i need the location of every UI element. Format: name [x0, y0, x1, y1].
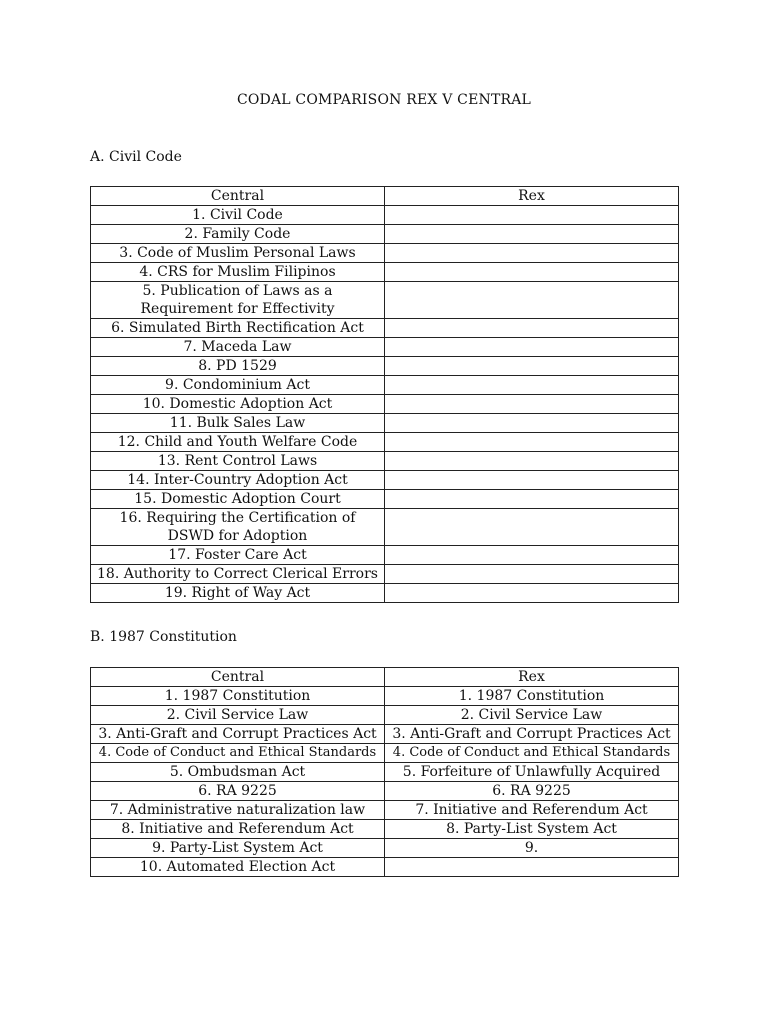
table-row [91, 338, 679, 357]
column-header-rex: Rex [385, 668, 679, 687]
rex-cell: 4. Code of Conduct and Ethical Standards [385, 744, 679, 763]
central-cell: 8. PD 1529 [91, 357, 385, 376]
central-cell: 10. Automated Election Act [91, 858, 385, 877]
central-cell: 7. Administrative naturalization law [91, 801, 385, 820]
table-row [91, 490, 679, 509]
central-cell: 18. Authority to Correct Clerical Errors [91, 565, 385, 584]
central-cell: 9. Party-List System Act [91, 839, 385, 858]
central-cell: 9. Condominium Act [91, 376, 385, 395]
rex-cell [385, 433, 679, 452]
rex-cell [385, 282, 679, 319]
rex-cell [385, 471, 679, 490]
rex-cell: 9. [385, 839, 679, 858]
central-cell: 5. Ombudsman Act [91, 763, 385, 782]
central-cell: 14. Inter-Country Adoption Act [91, 471, 385, 490]
column-header-central: Central [91, 187, 385, 206]
civil-code-comparison-table [90, 186, 679, 603]
table-row [91, 244, 679, 263]
rex-cell: 7. Initiative and Referendum Act [385, 801, 679, 820]
central-cell: 8. Initiative and Referendum Act [91, 820, 385, 839]
table-row [91, 319, 679, 338]
table-row [91, 282, 679, 319]
central-cell: 16. Requiring the Certification of DSWD for Adoption [91, 509, 385, 546]
rex-cell: 3. Anti-Graft and Corrupt Practices Act [385, 725, 679, 744]
table-row [91, 395, 679, 414]
central-cell: 7. Maceda Law [91, 338, 385, 357]
central-cell: 4. Code of Conduct and Ethical Standards [91, 744, 385, 763]
central-cell: 19. Right of Way Act [91, 584, 385, 603]
table-row [91, 782, 679, 801]
rex-cell [385, 565, 679, 584]
rex-cell: 5. Forfeiture of Unlawfully Acquired [385, 763, 679, 782]
table-row [91, 546, 679, 565]
table-row [91, 744, 679, 763]
table-row [91, 357, 679, 376]
central-cell: 13. Rent Control Laws [91, 452, 385, 471]
rex-cell: 2. Civil Service Law [385, 706, 679, 725]
central-cell: 17. Foster Care Act [91, 546, 385, 565]
central-cell: 10. Domestic Adoption Act [91, 395, 385, 414]
central-cell: 1. 1987 Constitution [91, 687, 385, 706]
table-header-row [91, 187, 679, 206]
table-row [91, 471, 679, 490]
section-b-heading: B. 1987 Constitution [90, 629, 237, 645]
table-row [91, 687, 679, 706]
rex-cell [385, 490, 679, 509]
rex-cell [385, 319, 679, 338]
rex-cell [385, 395, 679, 414]
rex-cell [385, 206, 679, 225]
central-cell: 3. Code of Muslim Personal Laws [91, 244, 385, 263]
table-row [91, 376, 679, 395]
rex-cell [385, 357, 679, 376]
rex-cell [385, 546, 679, 565]
table-header-row [91, 668, 679, 687]
central-cell: 12. Child and Youth Welfare Code [91, 433, 385, 452]
table-row [91, 433, 679, 452]
table-row [91, 206, 679, 225]
rex-cell [385, 414, 679, 433]
central-cell: 2. Family Code [91, 225, 385, 244]
rex-cell [385, 244, 679, 263]
table-row [91, 565, 679, 584]
table-row [91, 414, 679, 433]
rex-cell: 6. RA 9225 [385, 782, 679, 801]
table-row [91, 820, 679, 839]
central-cell: 5. Publication of Laws as a Requirement for Effectivity [91, 282, 385, 319]
table-row [91, 725, 679, 744]
rex-cell [385, 584, 679, 603]
rex-cell [385, 225, 679, 244]
central-cell: 4. CRS for Muslim Filipinos [91, 263, 385, 282]
central-cell: 3. Anti-Graft and Corrupt Practices Act [91, 725, 385, 744]
table-row [91, 801, 679, 820]
table-row [91, 839, 679, 858]
rex-cell [385, 509, 679, 546]
central-cell: 6. Simulated Birth Rectification Act [91, 319, 385, 338]
central-cell: 6. RA 9225 [91, 782, 385, 801]
document-title: CODAL COMPARISON REX V CENTRAL [236, 92, 532, 108]
table-row [91, 509, 679, 546]
rex-cell [385, 376, 679, 395]
central-cell: 15. Domestic Adoption Court [91, 490, 385, 509]
rex-cell [385, 338, 679, 357]
constitution-comparison-table [90, 667, 679, 877]
table-row [91, 263, 679, 282]
column-header-central: Central [91, 668, 385, 687]
table-row [91, 763, 679, 782]
central-cell: 11. Bulk Sales Law [91, 414, 385, 433]
rex-cell [385, 858, 679, 877]
table-row [91, 452, 679, 471]
rex-cell: 8. Party-List System Act [385, 820, 679, 839]
column-header-rex: Rex [385, 187, 679, 206]
table-row [91, 858, 679, 877]
section-a-heading: A. Civil Code [90, 149, 182, 165]
table-row [91, 706, 679, 725]
table-row [91, 584, 679, 603]
table-row [91, 225, 679, 244]
central-cell: 1. Civil Code [91, 206, 385, 225]
rex-cell [385, 263, 679, 282]
rex-cell: 1. 1987 Constitution [385, 687, 679, 706]
rex-cell [385, 452, 679, 471]
central-cell: 2. Civil Service Law [91, 706, 385, 725]
